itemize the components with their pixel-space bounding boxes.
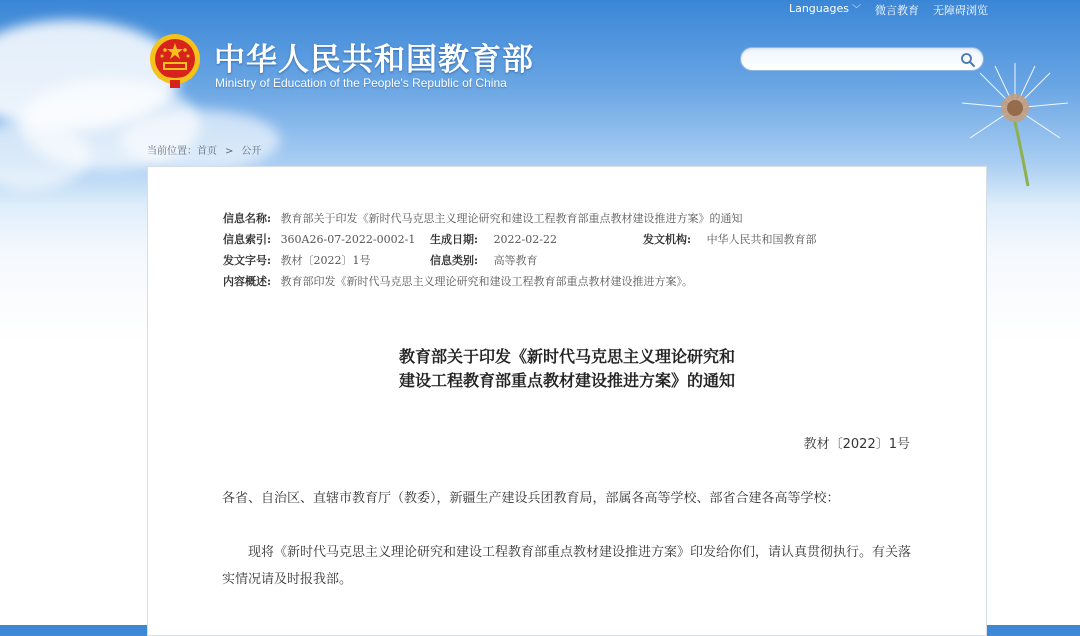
info-org-value: 中华人民共和国教育部 bbox=[706, 233, 817, 246]
info-docno-label: 发文字号: bbox=[223, 254, 272, 267]
document-title bbox=[148, 345, 986, 393]
info-date-label: 生成日期: bbox=[430, 233, 479, 246]
info-name-value: 教育部关于印发《新时代马克思主义理论研究和建设工程教育部重点教材建设推进方案》的通知 bbox=[280, 212, 743, 225]
breadcrumb-separator: > bbox=[225, 146, 234, 157]
document-number: 教材〔2022〕1号 bbox=[803, 437, 910, 452]
breadcrumb bbox=[147, 142, 261, 157]
info-summary-label: 内容概述: bbox=[223, 275, 272, 288]
languages-menu[interactable] bbox=[789, 2, 861, 18]
info-category-value: 高等教育 bbox=[493, 254, 538, 267]
search-input[interactable] bbox=[741, 48, 971, 70]
document-title-line2: 建设工程教育部重点教材建设推进方案》的通知 bbox=[398, 371, 735, 390]
document-addressee: 各省、自治区、直辖市教育厅（教委），新疆生产建设兵团教育局，部属各高等学校、部省合建各高等学校： bbox=[222, 491, 840, 506]
document-body bbox=[222, 485, 922, 593]
search-box bbox=[740, 47, 984, 71]
document-title-line1: 教育部关于印发《新时代马克思主义理论研究和 bbox=[398, 347, 735, 366]
search-icon[interactable] bbox=[960, 52, 976, 68]
info-index-value: 360A26-07-2022-0002-1 bbox=[280, 233, 416, 246]
info-row-summary bbox=[223, 272, 693, 292]
breadcrumb-current[interactable]: 公开 bbox=[241, 146, 262, 157]
info-summary-value: 教育部印发《新时代马克思主义理论研究和建设工程教育部重点教材建设推进方案》。 bbox=[280, 275, 694, 288]
info-category-label: 信息类别: bbox=[430, 254, 479, 267]
info-date-value: 2022-02-22 bbox=[493, 233, 557, 246]
site-subtitle: Ministry of Education of the People's Republic of China bbox=[215, 76, 507, 90]
national-emblem-icon bbox=[148, 32, 202, 90]
chevron-down-icon: ﹀ bbox=[851, 5, 861, 15]
breadcrumb-prefix: 当前位置： bbox=[147, 146, 197, 157]
info-org-label: 发文机构: bbox=[643, 233, 692, 246]
info-index-label: 信息索引: bbox=[223, 233, 272, 246]
content-panel bbox=[147, 166, 987, 636]
site-title: 中华人民共和国教育部 bbox=[214, 42, 534, 78]
breadcrumb-home[interactable]: 首页 bbox=[197, 146, 217, 157]
info-row-index bbox=[223, 230, 923, 250]
info-name-label: 信息名称: bbox=[223, 212, 272, 225]
languages-label: Languages bbox=[788, 2, 849, 15]
info-docno-value: 教材〔2022〕1号 bbox=[280, 254, 371, 267]
accessibility-link[interactable]: 无障碍浏览 bbox=[933, 4, 988, 17]
info-row-docno bbox=[223, 251, 923, 271]
info-row-name bbox=[223, 209, 743, 229]
document-paragraph: 现将《新时代马克思主义理论研究和建设工程教育部重点教材建设推进方案》印发给你们，请认真贯彻执行。有关落实情况请及时报我部。 bbox=[222, 545, 912, 587]
weibo-link[interactable]: 微言教育 bbox=[875, 4, 919, 17]
top-links bbox=[789, 2, 988, 18]
